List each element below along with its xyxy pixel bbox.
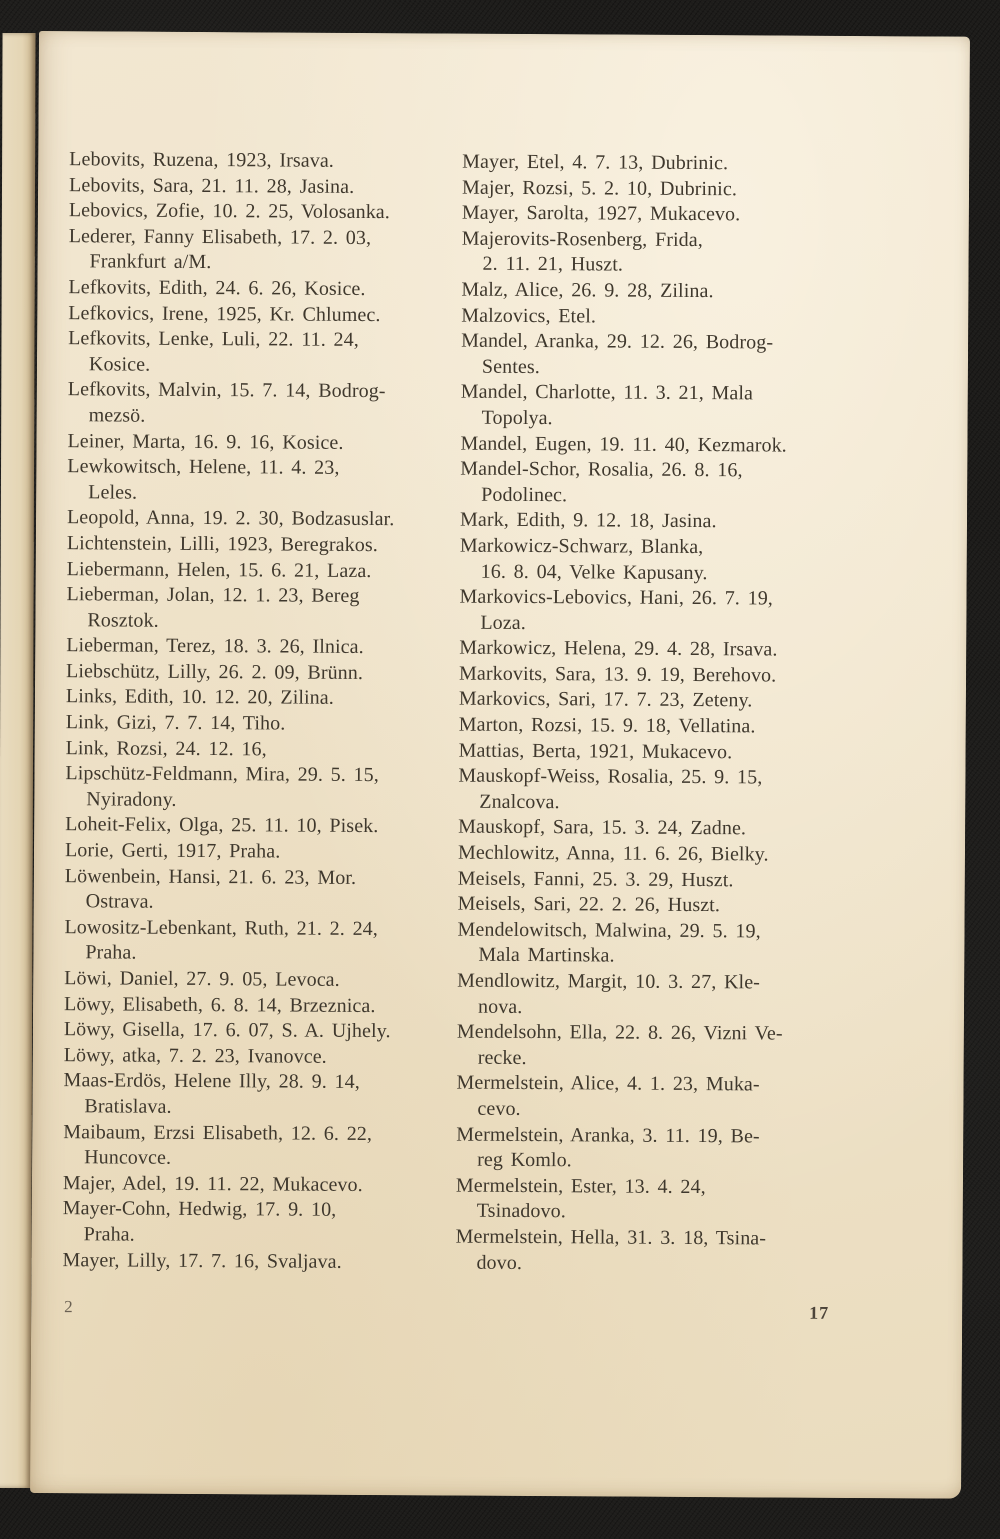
registry-entry: Lefkovits, Malvin, 15. 7. 14, Bodrog- mezsö.: [67, 378, 386, 427]
registry-entry: Marton, Rozsi, 15. 9. 18, Vellatina.: [458, 713, 756, 738]
registry-entry: Lebovits, Sara, 21. 11. 28, Jasina.: [68, 173, 355, 198]
registry-entry: Mandel-Schor, Rosalia, 26. 8. 16, Podolinec.: [460, 457, 743, 506]
registry-entry: Löwy, atka, 7. 2. 23, Ivanovce.: [63, 1043, 327, 1068]
registry-entry: Malzovics, Etel.: [461, 304, 597, 327]
registry-entry: Leiner, Marta, 16. 9. 16, Kosice.: [67, 429, 344, 454]
registry-entry: Mayer, Sarolta, 1927, Mukacevo.: [461, 201, 741, 226]
registry-entry: Lebovics, Zofie, 10. 2. 25, Volosanka.: [68, 199, 390, 224]
page-number-right: 17: [809, 1302, 830, 1323]
page-number-left: 2: [64, 1297, 73, 1317]
registry-entry: Lefkovics, Irene, 1925, Kr. Chlumec.: [68, 301, 381, 326]
registry-entry: Mandel, Charlotte, 11. 3. 21, Mala Topolya.: [460, 380, 754, 430]
registry-entry: Lefkovits, Lenke, Luli, 22. 11. 24, Kosice.: [68, 327, 359, 376]
registry-entry: Löwy, Elisabeth, 6. 8. 14, Brzeznica.: [63, 992, 376, 1017]
registry-entry: Majerovits-Rosenberg, Frida, 2. 11. 21, Huszt.: [461, 227, 703, 276]
registry-entry: Mermelstein, Aranka, 3. 11. 19, Be- reg Komlo.: [456, 1123, 760, 1172]
registry-entry: Mayer, Etel, 4. 7. 13, Dubrinic.: [462, 150, 729, 175]
column-left: [62, 147, 464, 1276]
registry-entry: Markowicz, Helena, 29. 4. 28, Irsava.: [459, 636, 778, 661]
registry-entry: Meisels, Fanni, 25. 3. 29, Huszt.: [457, 867, 734, 891]
registry-entry: Lowositz-Lebenkant, Ruth, 21. 2. 24, Praha.: [64, 915, 378, 965]
underlying-page-edge: [0, 33, 36, 1488]
book-page: [30, 31, 970, 1499]
registry-entry: Lipschütz-Feldmann, Mira, 29. 5. 15, Nyiradony.: [65, 762, 379, 811]
registry-entry: Link, Gizi, 7. 7. 14, Tiho.: [65, 711, 286, 735]
registry-entry: Majer, Rozsi, 5. 2. 10, Dubrinic.: [461, 176, 738, 200]
registry-entry: Lichtenstein, Lilli, 1923, Beregrakos.: [66, 532, 378, 556]
registry-entry: Mendlowitz, Margit, 10. 3. 27, Kle- nova.: [457, 969, 761, 1018]
registry-entry: Lefkovits, Edith, 24. 6. 26, Kosice.: [68, 276, 366, 300]
registry-entry: Mermelstein, Ester, 13. 4. 24, Tsinadovo.: [455, 1174, 706, 1223]
registry-entry: Liebermann, Helen, 15. 6. 21, Laza.: [66, 557, 372, 582]
registry-entry: Mayer, Lilly, 17. 7. 16, Svaljava.: [62, 1248, 342, 1273]
registry-entry: Mandel, Eugen, 19. 11. 40, Kezmarok.: [460, 432, 787, 457]
registry-entry: Links, Edith, 10. 12. 20, Zilina.: [65, 685, 334, 710]
registry-entry: Malz, Alice, 26. 9. 28, Zilina.: [461, 278, 714, 303]
registry-entry: Mauskopf, Sara, 15. 3. 24, Zadne.: [458, 816, 747, 840]
registry-entry: Markovits, Sara, 13. 9. 19, Berehovo.: [459, 662, 777, 687]
registry-entry: Majer, Adel, 19. 11. 22, Mukacevo.: [62, 1171, 363, 1196]
registry-entry: Liebschütz, Lilly, 26. 2. 09, Brünn.: [66, 660, 364, 684]
registry-entry: Löwi, Daniel, 27. 9. 05, Levoca.: [64, 967, 340, 991]
registry-entry: Leopold, Anna, 19. 2. 30, Bodzasuslar.: [66, 506, 395, 531]
registry-entry: Mark, Edith, 9. 12. 18, Jasina.: [459, 508, 717, 533]
registry-entry: Markowicz-Schwarz, Blanka, 16. 8. 04, Velke Kapusany.: [459, 534, 708, 584]
registry-entry: Mendelsohn, Ella, 22. 8. 26, Vizni Ve- recke.: [456, 1020, 783, 1069]
column-right: [455, 150, 912, 1279]
registry-entry: Lewkowitsch, Helene, 11. 4. 23, Leles.: [67, 455, 340, 504]
registry-entry: Maas-Erdös, Helene Illy, 28. 9. 14, Bratislava.: [63, 1069, 360, 1118]
registry-entry: Mandel, Aranka, 29. 12. 26, Bodrog- Sentes.: [461, 329, 774, 378]
registry-entry: Lederer, Fanny Elisabeth, 17. 2. 03, Frankfurt a/M.: [68, 224, 372, 274]
registry-entry: Lieberman, Terez, 18. 3. 26, Ilnica.: [66, 634, 364, 659]
registry-entry: Mattias, Berta, 1921, Mukacevo.: [458, 739, 733, 763]
registry-entry: Mauskopf-Weiss, Rosalia, 25. 9. 15, Znalcova.: [458, 764, 763, 814]
registry-entry: Löwy, Gisella, 17. 6. 07, S. A. Ujhely.: [63, 1018, 391, 1043]
registry-entry: Meisels, Sari, 22. 2. 26, Huszt.: [457, 892, 721, 917]
registry-entry: Maibaum, Erzsi Elisabeth, 12. 6. 22, Huncovce.: [63, 1120, 373, 1169]
registry-entry: Link, Rozsi, 24. 12. 16,: [65, 736, 267, 761]
registry-entry: Mermelstein, Hella, 31. 3. 18, Tsina- dovo.: [455, 1225, 767, 1274]
registry-entry: Mendelowitsch, Malwina, 29. 5. 19, Mala Martinska.: [457, 918, 761, 967]
registry-entry: Lebovits, Ruzena, 1923, Irsava.: [69, 148, 334, 172]
registry-entry: Mermelstein, Alice, 4. 1. 23, Muka- cevo.: [456, 1071, 760, 1120]
registry-entry: Mayer-Cohn, Hedwig, 17. 9. 10, Praha.: [62, 1197, 337, 1246]
registry-entry: Markovics-Lebovics, Hani, 26. 7. 19, Loza.: [459, 585, 774, 634]
registry-entry: Markovics, Sari, 17. 7. 23, Zeteny.: [458, 688, 753, 712]
registry-entry: Löwenbein, Hansi, 21. 6. 23, Mor. Ostrava.: [64, 864, 357, 913]
registry-entry: Lorie, Gerti, 1917, Praha.: [64, 839, 281, 863]
registry-entry: Lieberman, Jolan, 12. 1. 23, Bereg Rosztok.: [66, 583, 360, 632]
registry-entry: Mechlowitz, Anna, 11. 6. 26, Bielky.: [457, 841, 769, 866]
registry-entry: Loheit-Felix, Olga, 25. 11. 10, Pisek.: [65, 813, 379, 838]
